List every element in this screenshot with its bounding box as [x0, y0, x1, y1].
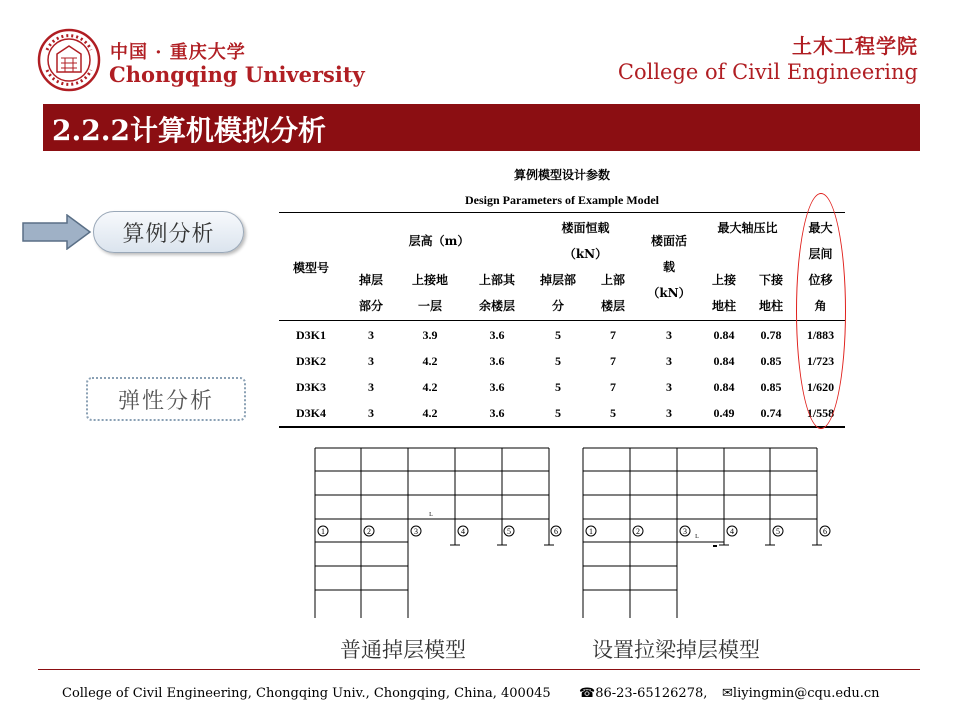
- th-dead-load-1: 楼面恒载: [561, 221, 610, 235]
- axis-label: 5: [776, 527, 780, 536]
- axis-markers-left: [318, 526, 561, 536]
- frame-mark-right: L: [695, 534, 699, 540]
- table-cell: D3K3: [296, 380, 326, 394]
- th-model-no: 模型号: [292, 261, 329, 275]
- ordinary-dropped-frame: [315, 448, 554, 618]
- axis-label: 4: [730, 527, 734, 536]
- axis-label: 3: [683, 527, 687, 536]
- footer-phone-number: 86-23-65126278,: [595, 686, 708, 701]
- table-cell: 5: [555, 380, 561, 394]
- table-cell: 4.2: [422, 380, 438, 394]
- page-title: 2.2.2计算机模拟分析: [52, 114, 326, 147]
- th-dead-dropped-1: 掉层部: [539, 273, 576, 287]
- table-cell: 5: [555, 328, 561, 342]
- table-cell: 3.6: [489, 406, 505, 420]
- university-seal-icon: [37, 28, 101, 92]
- table-cell: 1/883: [806, 328, 835, 342]
- axis-label: 2: [367, 527, 371, 536]
- table-cell: 4.2: [422, 354, 438, 368]
- table-cell: 0.84: [713, 328, 735, 342]
- th-story-height: 层高（m）: [408, 234, 470, 248]
- table-cell: 3.6: [489, 380, 505, 394]
- table-cell: 1/620: [806, 380, 835, 394]
- table-cell: 3.6: [489, 328, 505, 342]
- th-axial-upper-2: 地柱: [711, 299, 736, 313]
- table-title-cn: 算例模型设计参数: [513, 168, 610, 182]
- th-upper-first-2: 一层: [417, 299, 442, 313]
- th-dropped-part-1: 掉层: [358, 273, 383, 287]
- tie-beam-dropped-frame: [583, 448, 822, 618]
- axis-label: 5: [507, 527, 511, 536]
- table-cell: 7: [610, 328, 616, 342]
- table-cell: 1/558: [806, 406, 835, 420]
- table-cell: 0.85: [760, 354, 782, 368]
- table-cell: 5: [610, 406, 616, 420]
- table-cell: 3.9: [422, 328, 438, 342]
- footer-address: College of Civil Engineering, Chongqing Univ., Chongqing, China, 400045: [62, 686, 551, 701]
- table-title-en: Design Parameters of Example Model: [465, 193, 659, 207]
- phone-icon: ☎: [579, 686, 596, 701]
- th-axial-lower-2: 地柱: [758, 299, 783, 313]
- table-bottom-rule: [279, 426, 845, 428]
- th-dropped-part-2: 部分: [358, 299, 383, 313]
- th-upper-other-1: 上部其: [478, 273, 515, 287]
- ordinary-model-caption: 普通掉层模型: [340, 638, 466, 662]
- th-axial-ratio: 最大轴压比: [717, 221, 778, 235]
- th-upper-first-1: 上接地: [411, 273, 448, 287]
- college-name-cn: 土木工程学院: [792, 34, 918, 58]
- table-cell: 3: [666, 328, 672, 342]
- frame-mark-left: L: [429, 512, 433, 518]
- th-dead-load-2: （kN）: [563, 247, 608, 261]
- table-cell: 3: [368, 328, 374, 342]
- axis-label: 2: [636, 527, 640, 536]
- th-drift-2: 层间: [808, 247, 833, 261]
- table-cell: 3: [666, 406, 672, 420]
- footer-divider: [38, 669, 920, 670]
- table-cell: 3: [368, 406, 374, 420]
- college-name-en: College of Civil Engineering: [617, 60, 918, 84]
- elastic-analysis-button[interactable]: 弹性分析: [86, 377, 246, 421]
- footer-email[interactable]: [722, 686, 880, 701]
- example-analysis-button[interactable]: 算例分析: [93, 211, 244, 253]
- axis-label: 1: [321, 527, 325, 536]
- frame-diagrams: [305, 440, 845, 625]
- drift-highlight-ellipse: [796, 193, 846, 429]
- table-header-rule: [279, 320, 845, 321]
- table-cell: 7: [610, 380, 616, 394]
- th-axial-upper-1: 上接: [711, 273, 736, 287]
- th-axial-lower-1: 下接: [758, 273, 783, 287]
- table-cell: 3: [666, 354, 672, 368]
- th-drift-1: 最大: [808, 221, 833, 235]
- table-cell: 0.84: [713, 354, 735, 368]
- table-top-rule: [279, 212, 845, 213]
- axis-label: 4: [461, 527, 465, 536]
- table-cell: 3: [368, 380, 374, 394]
- th-dead-dropped-2: 分: [551, 299, 564, 313]
- table-cell: 0.74: [760, 406, 782, 420]
- table-cell: 7: [610, 354, 616, 368]
- table-cell: 5: [555, 354, 561, 368]
- axis-label: 6: [823, 527, 827, 536]
- axis-label: 3: [414, 527, 418, 536]
- table-cell: 5: [555, 406, 561, 420]
- table-cell: 0.85: [760, 380, 782, 394]
- axis-label: 6: [554, 527, 558, 536]
- table-cell: 3: [666, 380, 672, 394]
- axis-label: 1: [589, 527, 593, 536]
- table-cell: 4.2: [422, 406, 438, 420]
- footer-email-address[interactable]: liyingmin@cqu.edu.cn: [732, 686, 880, 701]
- th-live-load-1: 楼面活: [650, 234, 687, 248]
- th-drift-4: 角: [814, 299, 827, 313]
- table-cell: D3K1: [296, 328, 326, 342]
- th-drift-3: 位移: [808, 273, 833, 287]
- th-dead-upper-1: 上部: [600, 273, 625, 287]
- th-upper-other-2: 余楼层: [478, 299, 515, 313]
- table-cell: 1/723: [806, 354, 835, 368]
- th-live-load-3: （kN）: [647, 286, 691, 300]
- university-name-en: Chongqing University: [109, 62, 365, 87]
- right-arrow-icon: [22, 214, 92, 250]
- table-cell: D3K4: [296, 406, 326, 420]
- table-cell: 0.78: [760, 328, 782, 342]
- th-live-load-2: 载: [662, 260, 675, 274]
- th-dead-upper-2: 楼层: [600, 299, 625, 313]
- university-name-cn: 中国 · 重庆大学: [110, 42, 246, 63]
- tie-beam-model-caption: 设置拉梁掉层模型: [592, 638, 760, 662]
- axis-markers-right: [586, 526, 830, 536]
- footer-phone: [579, 686, 707, 701]
- table-cell: 3: [368, 354, 374, 368]
- envelope-icon: ✉: [722, 686, 733, 701]
- table-cell: D3K2: [296, 354, 326, 368]
- table-cell: 0.84: [713, 380, 735, 394]
- table-cell: 0.49: [713, 406, 735, 420]
- table-cell: 3.6: [489, 354, 505, 368]
